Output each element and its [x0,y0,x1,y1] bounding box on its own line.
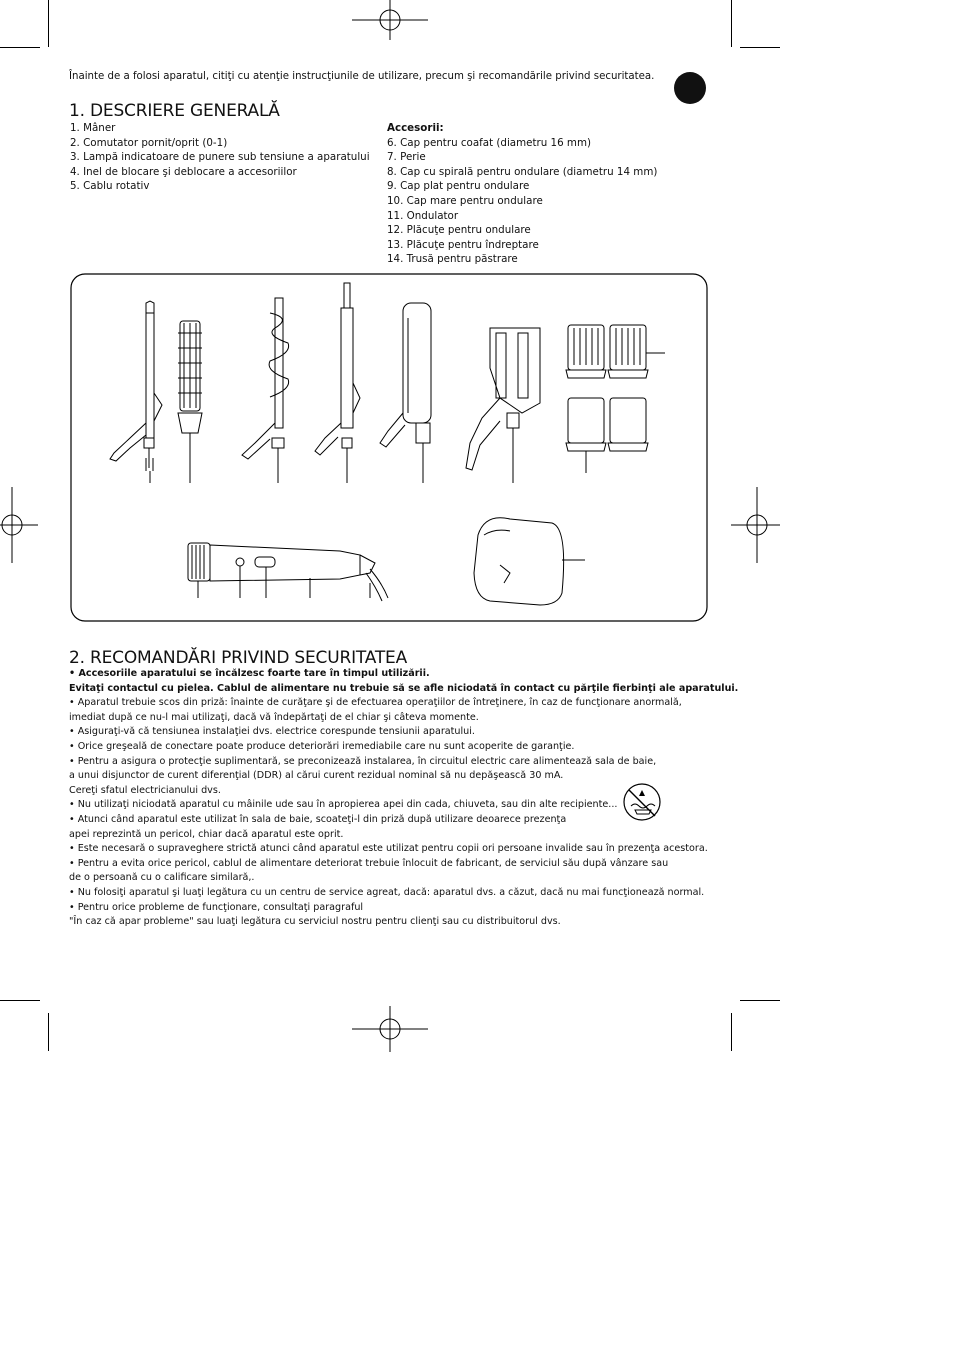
list-item: 11. Ondulator [387,209,459,222]
black-circle-icon [673,71,707,105]
safety-line: • Atunci când aparatul este utilizat în sala de baie, scoateţi-l din priză după utilizare deoarece prezenţa [69,813,567,825]
accessories-title: Accesorii: [387,122,444,134]
safety-line: • Este necesară o supraveghere strictă atunci când aparatul este utilizat pentru copii ori persoane invalide sau în prezenţa acestora. [69,843,708,855]
safety-line: a unui disjunctor de curent diferenţial (DDR) al cărui curent rezidual nominal să nu depăşească 30 mA. [69,770,564,782]
safety-line: • Asiguraţi-vă că tensiunea instalaţiei dvs. electrice corespunde tensiunii aparatului. [69,726,475,738]
safety-line: • Pentru a asigura o protecţie suplimentară, se preconizează instalarea, în circuitul electric care alimentează sala de baie, [69,755,657,767]
safety-line: Cereţi sfatul electricianului dvs. [69,784,221,796]
safety-line: • Pentru orice probleme de funcţionare, consultaţi paragraful [69,901,364,913]
safety-line: • Nu utilizaţi niciodată aparatul cu mâinile ude sau în apropierea apei din cada, chiuveta, sau din alte recipiente... [69,799,618,811]
safety-line: • Orice greşeală de conectare poate produce deteriorări iremediabile care nu sunt acoperite de garanţie. [69,740,575,752]
safety-line: • Accesoriile aparatului se încălzesc foarte tare în timpul utilizării. [69,668,430,679]
safety-line: • Pentru a evita orice pericol, cablul de alimentare deteriorat trebuie înlocuit de fabricant, de serviciul său după vânzare sau [69,857,669,869]
list-item: 6. Cap pentru coafat (diametru 16 mm) [387,136,592,149]
list-item: 9. Cap plat pentru ondulare [387,180,530,193]
list-item: 10. Cap mare pentru ondulare [387,194,543,207]
list-item: 1. Mâner [70,122,116,134]
no-water-icon [621,782,663,822]
safety-line: Evitaţi contactul cu pielea. Cablul de alimentare nu trebuie să se afle niciodată în contact cu părţile fierbinţi ale aparatului. [69,682,739,694]
safety-line: imediat după ce nu-l mai utilizaţi, dacă vă îndepărtaţi de el chiar şi câteva momente. [69,711,479,723]
safety-line: apei reprezintă un pericol, chiar dacă aparatul este oprit. [69,828,344,840]
safety-line: • Aparatul trebuie scos din priză: înainte de curăţare şi de efectuarea operaţiilor de întreţinere, în caz de funcţionare anormală, [69,697,682,709]
list-item: 8. Cap cu spirală pentru ondulare (diametru 14 mm) [387,165,658,178]
accessories-list [387,121,657,267]
parts-list [70,121,370,194]
list-item: 3. Lampă indicatoare de punere sub tensiune a aparatului [70,151,370,164]
safety-line: "În caz că apar probleme" sau luaţi legătura cu serviciul nostru pentru clienţi sau cu distribuitorul dvs. [69,916,561,928]
list-item: 4. Inel de blocare şi deblocare a accesoriilor [70,165,297,178]
list-item: 14. Trusă pentru păstrare [387,253,518,266]
safety-line: • Nu folosiţi aparatul şi luaţi legătura cu un centru de service agreat, dacă: aparatul dvs. a căzut, dacă nu mai funcţionează normal. [69,886,705,898]
section2-title: 2. RECOMANDĂRI PRIVIND SECURITATEA [69,648,408,668]
list-item: 7. Perie [387,151,426,164]
safety-text [69,667,739,930]
safety-line: de o persoană cu o calificare similară,. [69,872,255,884]
list-item: 12. Plăcuţe pentru ondulare [387,224,531,237]
intro-text: Înainte de a folosi aparatul, citiţi cu atenţie instrucţiunile de utilizare, precum şi recomandările privind securitatea. [69,71,655,82]
list-item: 2. Comutator pornit/oprit (0-1) [70,136,228,149]
product-diagram [70,273,708,622]
list-item: 13. Plăcuţe pentru îndreptare [387,238,539,251]
section1-title: 1. DESCRIERE GENERALĂ [69,101,280,121]
list-item: 5. Cablu rotativ [70,180,150,193]
